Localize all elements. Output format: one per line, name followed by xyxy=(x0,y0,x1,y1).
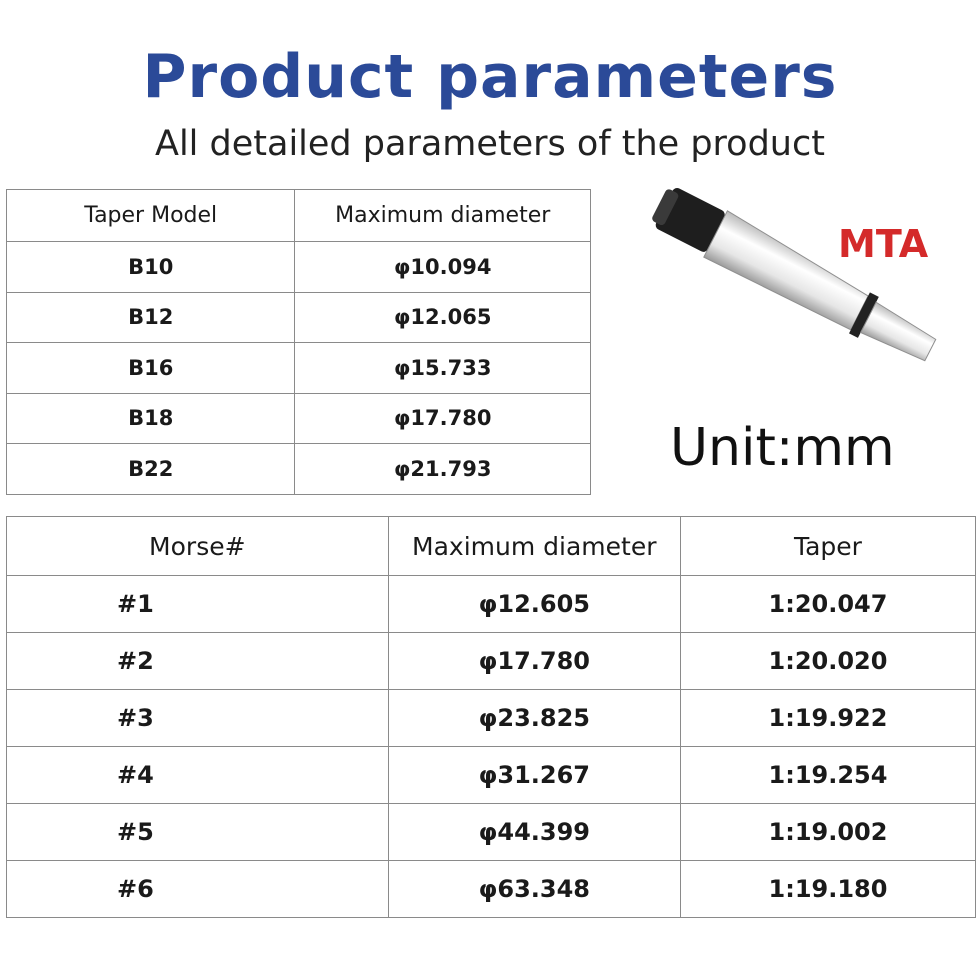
unit-label: Unit:mm xyxy=(670,418,895,478)
page-title: Product parameters xyxy=(142,42,838,112)
taper-model-cell: B10 xyxy=(7,242,295,293)
max-diameter-cell: φ12.605 xyxy=(388,576,680,633)
taper-cell: 1:19.002 xyxy=(680,804,975,861)
taper-shank-image xyxy=(652,185,972,415)
taper-cell: 1:20.047 xyxy=(680,576,975,633)
morse-number-cell: #2 xyxy=(7,633,389,690)
taper-cell: 1:19.254 xyxy=(680,747,975,804)
table-header-row xyxy=(7,517,976,576)
morse-number-cell: #5 xyxy=(7,804,389,861)
page-subtitle: All detailed parameters of the product xyxy=(155,124,825,164)
max-diameter-cell: φ17.780 xyxy=(388,633,680,690)
morse-number-cell: #1 xyxy=(7,576,389,633)
table-header-row xyxy=(7,190,591,242)
taper-cell: 1:19.922 xyxy=(680,690,975,747)
taper-model-table xyxy=(6,189,591,495)
table-row xyxy=(7,690,976,747)
table-row xyxy=(7,292,591,343)
column-header-max-diameter: Maximum diameter xyxy=(295,190,591,242)
morse-number-cell: #3 xyxy=(7,690,389,747)
column-header-taper: Taper xyxy=(680,517,975,576)
table-row xyxy=(7,633,976,690)
morse-number-cell: #4 xyxy=(7,747,389,804)
mta-label: MTA xyxy=(838,222,929,266)
taper-model-cell: B16 xyxy=(7,343,295,394)
max-diameter-cell: φ21.793 xyxy=(295,444,591,495)
table-row xyxy=(7,576,976,633)
max-diameter-cell: φ63.348 xyxy=(388,861,680,918)
taper-model-cell: B22 xyxy=(7,444,295,495)
table-row xyxy=(7,804,976,861)
table-row xyxy=(7,861,976,918)
max-diameter-cell: φ44.399 xyxy=(388,804,680,861)
max-diameter-cell: φ17.780 xyxy=(295,393,591,444)
column-header-max-diameter: Maximum diameter xyxy=(388,517,680,576)
max-diameter-cell: φ15.733 xyxy=(295,343,591,394)
table-row xyxy=(7,747,976,804)
table-row xyxy=(7,242,591,293)
taper-model-cell: B18 xyxy=(7,393,295,444)
max-diameter-cell: φ23.825 xyxy=(388,690,680,747)
max-diameter-cell: φ12.065 xyxy=(295,292,591,343)
morse-number-cell: #6 xyxy=(7,861,389,918)
table-row xyxy=(7,444,591,495)
column-header-morse: Morse# xyxy=(7,517,389,576)
table-row xyxy=(7,393,591,444)
morse-taper-table xyxy=(6,516,976,918)
taper-model-cell: B12 xyxy=(7,292,295,343)
max-diameter-cell: φ10.094 xyxy=(295,242,591,293)
max-diameter-cell: φ31.267 xyxy=(388,747,680,804)
taper-cell: 1:20.020 xyxy=(680,633,975,690)
taper-cell: 1:19.180 xyxy=(680,861,975,918)
table-row xyxy=(7,343,591,394)
column-header-taper-model: Taper Model xyxy=(7,190,295,242)
